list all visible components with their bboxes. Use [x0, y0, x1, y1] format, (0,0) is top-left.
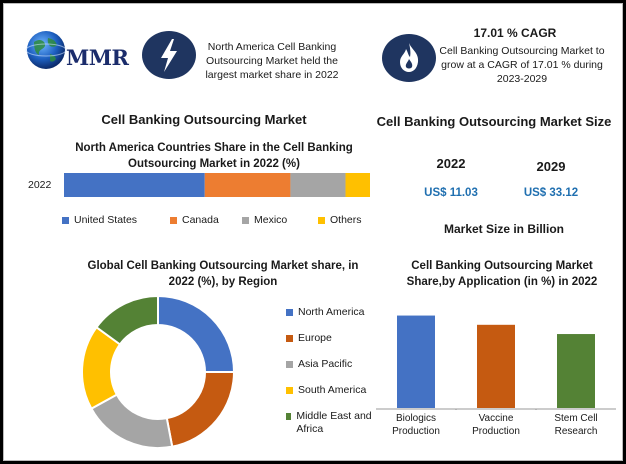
x-tick-label-vaccine-production: Vaccine Production [472, 413, 520, 437]
stacked-segment-canada [205, 173, 291, 197]
legend-north-america [286, 306, 376, 319]
legend-middle-east-and-africa [286, 410, 376, 436]
legend-label: Mexico [254, 214, 288, 226]
legend-swatch [242, 217, 249, 224]
application-x-ticks [376, 412, 616, 442]
legend-south-america [286, 384, 376, 397]
left-section-title: Cell Banking Outsourcing Market [101, 112, 307, 127]
country-share-chart-title: North America Countries Share in the Cell Banking Outsourcing Market in 2022 (%) [75, 142, 353, 170]
flame-badge [382, 34, 436, 82]
legend-label: North America [298, 306, 365, 318]
legend-label: United States [74, 214, 138, 226]
country-share-stacked-bar [64, 173, 370, 197]
bar-vaccine-production [477, 325, 515, 408]
legend-swatch [286, 361, 293, 368]
legend-label: Asia Pacific [298, 358, 353, 370]
donut-slice-europe [167, 372, 234, 447]
x-tick-label-stem-cell-research: Stem Cell Research [554, 413, 598, 437]
stacked-bar-category-label: 2022 [28, 179, 52, 191]
market-size-value-2022: US$ 11.03 [424, 187, 478, 199]
legend-swatch [286, 387, 293, 394]
flame-icon [382, 34, 436, 82]
legend-swatch [170, 217, 177, 224]
market-size-year-2029: 2029 [536, 159, 566, 174]
legend-united-states [62, 214, 137, 226]
region-share-donut [80, 294, 236, 450]
legend-canada [170, 214, 219, 226]
x-tick-label-biologics-production: Biologics Production [392, 413, 440, 437]
legend-mexico [242, 214, 287, 226]
right-section-title: Cell Banking Outsourcing Market Size [376, 114, 612, 129]
cagr-heading: 17.01 % CAGR [473, 26, 557, 40]
market-size-caption: Market Size in Billion [443, 222, 565, 236]
legend-label: Canada [182, 214, 219, 226]
lightning-bolt-icon [142, 31, 196, 79]
application-share-bar-chart [376, 304, 616, 410]
legend-swatch [286, 309, 293, 316]
stacked-segment-mexico [290, 173, 345, 197]
market-size-value-2029: US$ 33.12 [523, 187, 579, 199]
legend-others [318, 214, 362, 226]
infographic-panel [3, 3, 623, 461]
stacked-segment-others [346, 173, 370, 197]
legend-label: South America [298, 384, 367, 396]
bar-biologics-production [397, 316, 435, 408]
legend-swatch [286, 335, 293, 342]
application-share-chart-title: Cell Banking Outsourcing Market Share,by Application (in %) in 2022 [406, 260, 598, 288]
legend-label: Others [330, 214, 362, 226]
globe-logo-icon [24, 26, 68, 72]
market-size-year-2022: 2022 [436, 156, 466, 171]
legend-europe [286, 332, 376, 345]
country-share-legend [62, 214, 372, 230]
donut-slice-north-america [158, 296, 234, 372]
lightning-badge [142, 31, 196, 79]
legend-swatch [318, 217, 325, 224]
bar-stem-cell-research [557, 334, 595, 408]
left-callout-text: North America Cell Banking Outsourcing Market held the largest market share in 2022 [205, 41, 339, 81]
right-callout-text: Cell Banking Outsourcing Market to grow at a CAGR of 17.01 % during 2023-2029 [439, 45, 605, 85]
logo-text: MMR [66, 45, 129, 70]
stacked-segment-united-states [64, 173, 205, 197]
legend-label: Middle East and Africa [296, 410, 372, 435]
region-share-chart-title: Global Cell Banking Outsourcing Market share, in 2022 (%), by Region [87, 260, 359, 288]
legend-swatch [62, 217, 69, 224]
legend-label: Europe [298, 332, 332, 344]
legend-asia-pacific [286, 358, 376, 371]
region-share-legend [286, 300, 376, 440]
legend-swatch [286, 413, 291, 420]
